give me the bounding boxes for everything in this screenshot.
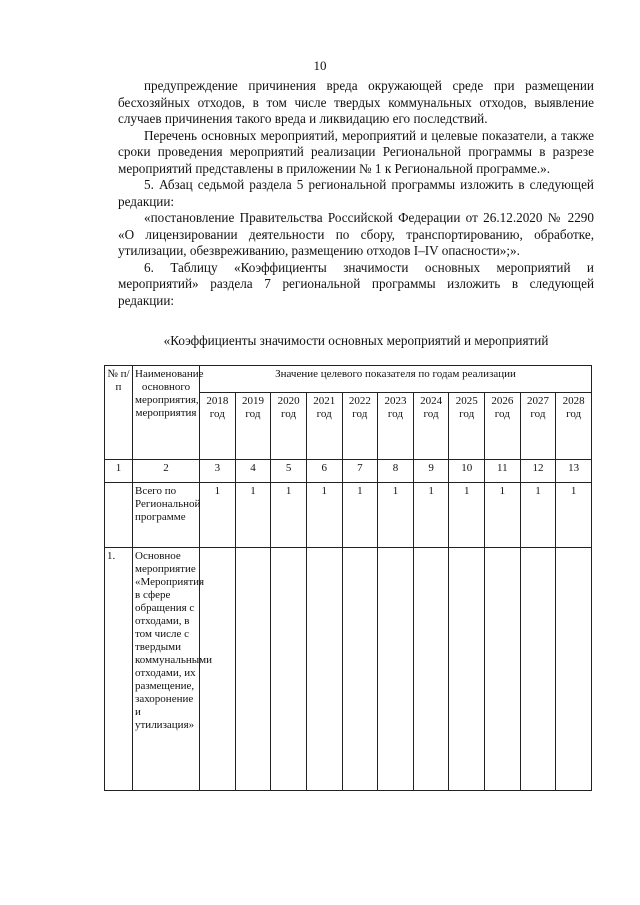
year-header: 2023 год bbox=[378, 393, 414, 460]
total-value-cell: 1 bbox=[306, 483, 342, 548]
index-cell: 10 bbox=[449, 460, 485, 483]
header-num: № п/п bbox=[105, 366, 133, 460]
year-header: 2021 год bbox=[306, 393, 342, 460]
year-header: 2027 год bbox=[520, 393, 556, 460]
year-header: 2018 год bbox=[200, 393, 236, 460]
activity-num: 1. bbox=[105, 548, 133, 791]
index-cell: 8 bbox=[378, 460, 414, 483]
year-header: 2025 год bbox=[449, 393, 485, 460]
total-value-cell: 1 bbox=[413, 483, 449, 548]
table-row bbox=[105, 548, 592, 791]
year-header: 2026 год bbox=[485, 393, 521, 460]
year-header: 2022 год bbox=[342, 393, 378, 460]
total-value-cell: 1 bbox=[200, 483, 236, 548]
activity-value-cell bbox=[485, 548, 521, 791]
activity-label: Основное мероприятие «Мероприятия в сфере обращения с отходами, в том числе с твердыми коммунальными отходами, их размещение, захоронение и утилизация» bbox=[133, 548, 200, 791]
paragraph-4: «постановление Правительства Российской Федерации от 26.12.2020 № 2290 «О лицензировании деятельности по сбору, транспортированию, обработке, утилизации, обезвреживанию, размещению отходов I–IV опасности»;». bbox=[118, 210, 594, 258]
index-cell: 11 bbox=[485, 460, 521, 483]
total-value-cell: 1 bbox=[520, 483, 556, 548]
year-header: 2020 год bbox=[271, 393, 307, 460]
index-cell: 2 bbox=[133, 460, 200, 483]
total-value-cell: 1 bbox=[342, 483, 378, 548]
activity-value-cell bbox=[556, 548, 592, 791]
table-header-row bbox=[105, 366, 592, 393]
total-num-cell bbox=[105, 483, 133, 548]
paragraph-3: 5. Абзац седьмой раздела 5 региональной программы изложить в следующей редакции: bbox=[118, 177, 594, 209]
total-value-cell: 1 bbox=[449, 483, 485, 548]
activity-value-cell bbox=[200, 548, 236, 791]
index-cell: 5 bbox=[271, 460, 307, 483]
index-cell: 9 bbox=[413, 460, 449, 483]
paragraph-5: 6. Таблицу «Коэффициенты значимости основных мероприятий и мероприятий» раздела 7 региональной программы изложить в следующей редакции: bbox=[118, 259, 594, 308]
index-cell: 4 bbox=[235, 460, 271, 483]
year-header: 2024 год bbox=[413, 393, 449, 460]
index-cell: 3 bbox=[200, 460, 236, 483]
index-cell: 13 bbox=[556, 460, 592, 483]
index-cell: 12 bbox=[520, 460, 556, 483]
total-value-cell: 1 bbox=[485, 483, 521, 548]
activity-value-cell bbox=[271, 548, 307, 791]
index-row bbox=[105, 460, 592, 483]
total-value-cell: 1 bbox=[378, 483, 414, 548]
paragraph-2: Перечень основных мероприятий, мероприятий и целевые показатели, а также сроки проведения мероприятий реализации Региональной программы в разрезе мероприятий представлены в приложении № 1 к Региональной программе.». bbox=[118, 127, 594, 176]
activity-value-cell bbox=[306, 548, 342, 791]
year-header: 2019 год bbox=[235, 393, 271, 460]
paragraph-1: предупреждение причинения вреда окружающей среде при размещении бесхозяйных отходов, в том числе твердых коммунальных отходов, выявление случаев причинения такого вреда и ликвидацию его последствий. bbox=[118, 78, 594, 126]
header-group: Значение целевого показателя по годам реализации bbox=[200, 366, 592, 393]
year-header: 2028 год bbox=[556, 393, 592, 460]
activity-value-cell bbox=[449, 548, 485, 791]
index-cell: 6 bbox=[306, 460, 342, 483]
activity-value-cell bbox=[342, 548, 378, 791]
table-row bbox=[105, 483, 592, 548]
activity-value-cell bbox=[235, 548, 271, 791]
activity-value-cell bbox=[520, 548, 556, 791]
index-cell: 7 bbox=[342, 460, 378, 483]
page-number: 10 bbox=[313, 58, 327, 73]
coefficients-table bbox=[104, 365, 592, 791]
body-text bbox=[118, 78, 594, 309]
activity-value-cell bbox=[413, 548, 449, 791]
index-cell: 1 bbox=[105, 460, 133, 483]
total-value-cell: 1 bbox=[556, 483, 592, 548]
total-value-cell: 1 bbox=[271, 483, 307, 548]
total-label: Всего по Региональной программе bbox=[133, 483, 200, 548]
header-name: Наименование основного мероприятия, мероприятия bbox=[133, 366, 200, 460]
table-title: «Коэффициенты значимости основных мероприятий и мероприятий bbox=[163, 333, 549, 348]
total-value-cell: 1 bbox=[235, 483, 271, 548]
activity-value-cell bbox=[378, 548, 414, 791]
